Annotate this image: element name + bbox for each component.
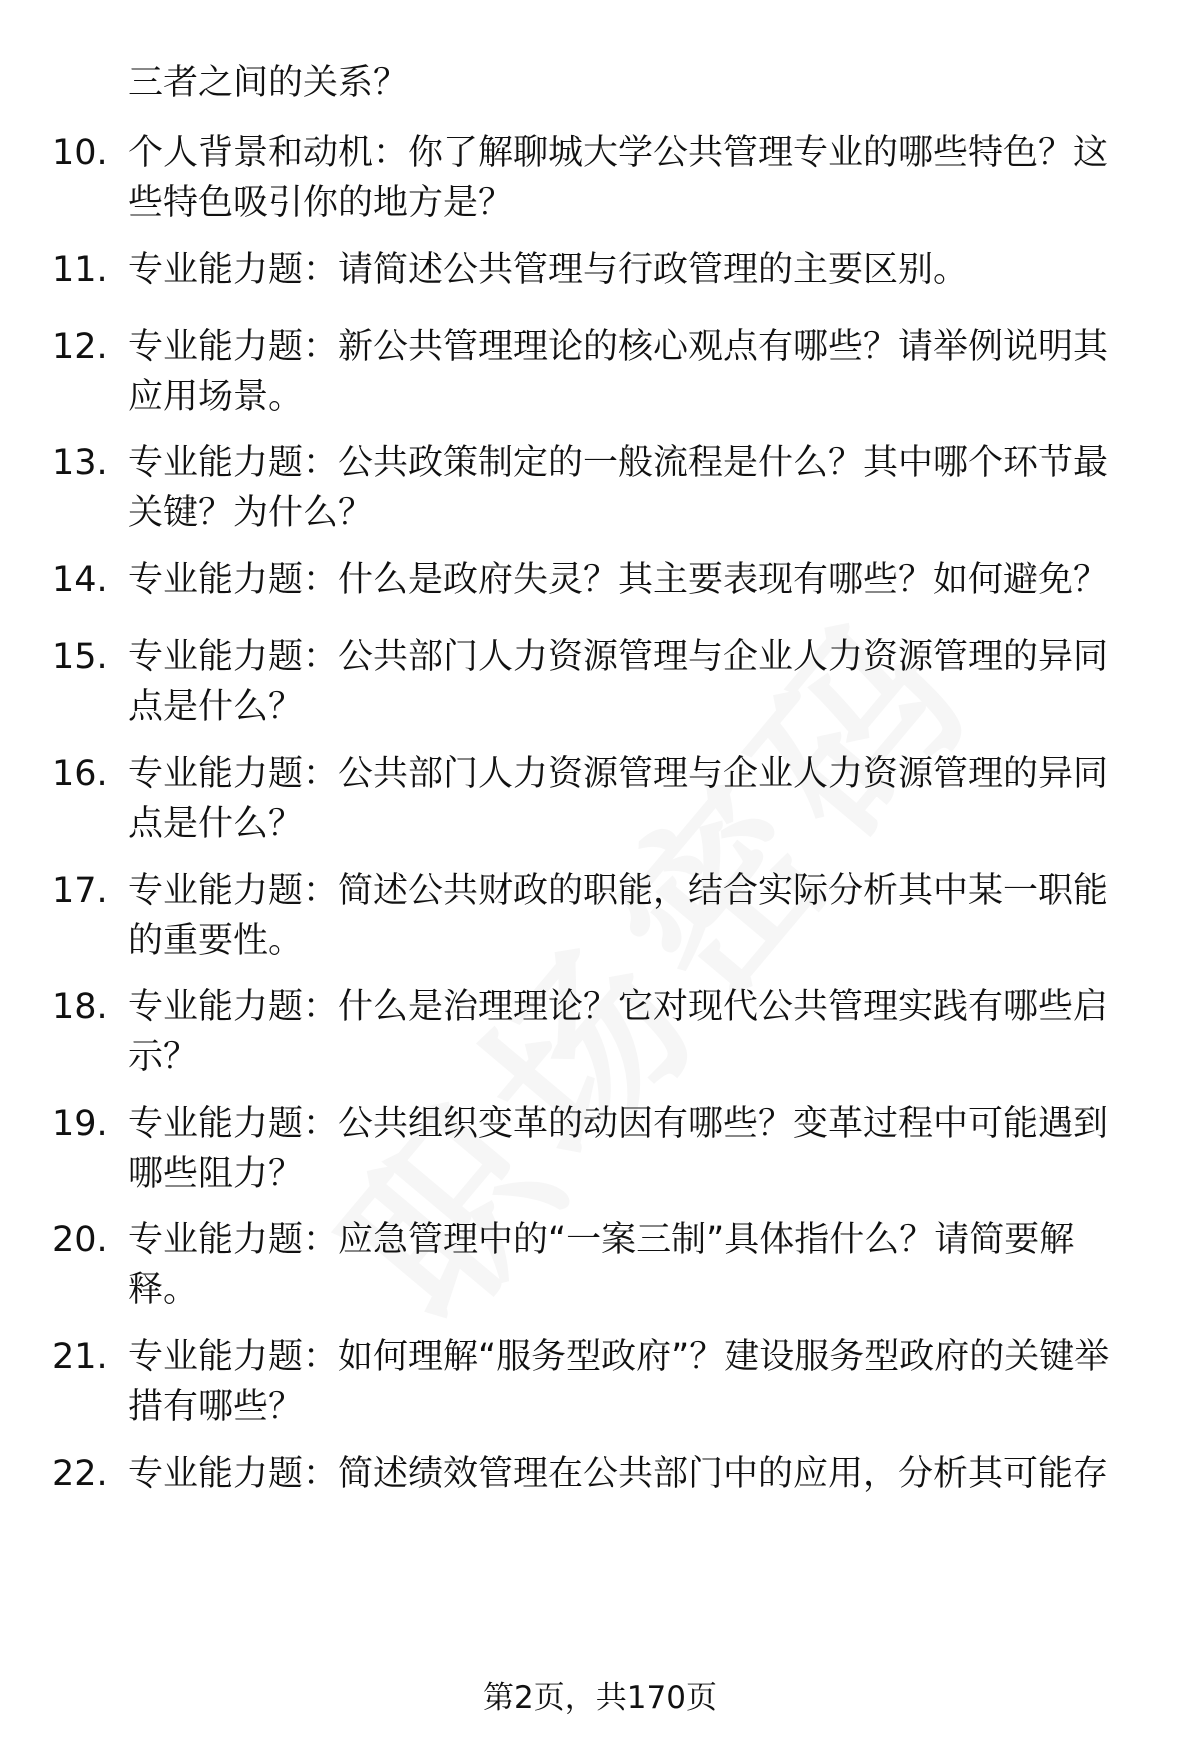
question-text: 专业能力题：应急管理中的“一案三制”具体指什么？请简要解释。 xyxy=(128,1220,1075,1310)
question-text: 专业能力题：新公共管理理论的核心观点有哪些？请举例说明其应用场景。 xyxy=(128,327,1109,417)
question-number: 10. xyxy=(52,133,108,173)
question-number: 14. xyxy=(52,560,108,600)
question-number: 16. xyxy=(52,754,108,794)
question-number: 21. xyxy=(52,1337,108,1377)
question-text: 专业能力题：什么是治理理论？它对现代公共管理实践有哪些启示？ xyxy=(128,987,1109,1077)
question-text: 专业能力题：公共组织变革的动因有哪些？变革过程中可能遇到哪些阻力？ xyxy=(128,1104,1109,1194)
page-footer: 第2页，共170页 xyxy=(483,1680,717,1716)
question-number: 17. xyxy=(52,871,108,911)
question-number: 12. xyxy=(52,327,108,367)
question-text: 专业能力题：公共政策制定的一般流程是什么？其中哪个环节最关键？为什么？ xyxy=(128,443,1109,533)
question-number: 18. xyxy=(52,987,108,1027)
question-text: 专业能力题：公共部门人力资源管理与企业人力资源管理的异同点是什么？ xyxy=(128,637,1109,727)
question-number: 15. xyxy=(52,637,108,677)
question-text: 专业能力题：简述绩效管理在公共部门中的应用，分析其可能存 xyxy=(128,1454,1109,1494)
question-text: 专业能力题：请简述公共管理与行政管理的主要区别。 xyxy=(128,250,969,290)
question-text: 个人背景和动机：你了解聊城大学公共管理专业的哪些特色？这些特色吸引你的地方是？ xyxy=(128,133,1109,223)
question-number: 11. xyxy=(52,250,108,290)
continuation-text: 三者之间的关系？ xyxy=(128,63,409,103)
question-number: 13. xyxy=(52,443,108,483)
question-number: 22. xyxy=(52,1454,108,1494)
question-text: 专业能力题：简述公共财政的职能，结合实际分析其中某一职能的重要性。 xyxy=(128,871,1109,961)
question-text: 专业能力题：公共部门人力资源管理与企业人力资源管理的异同点是什么？ xyxy=(128,754,1109,844)
question-text: 专业能力题：如何理解“服务型政府”？建设服务型政府的关键举措有哪些？ xyxy=(128,1337,1110,1427)
question-text: 专业能力题：什么是政府失灵？其主要表现有哪些？如何避免？ xyxy=(128,560,1109,600)
question-number: 19. xyxy=(52,1104,108,1144)
question-number: 20. xyxy=(52,1220,108,1260)
